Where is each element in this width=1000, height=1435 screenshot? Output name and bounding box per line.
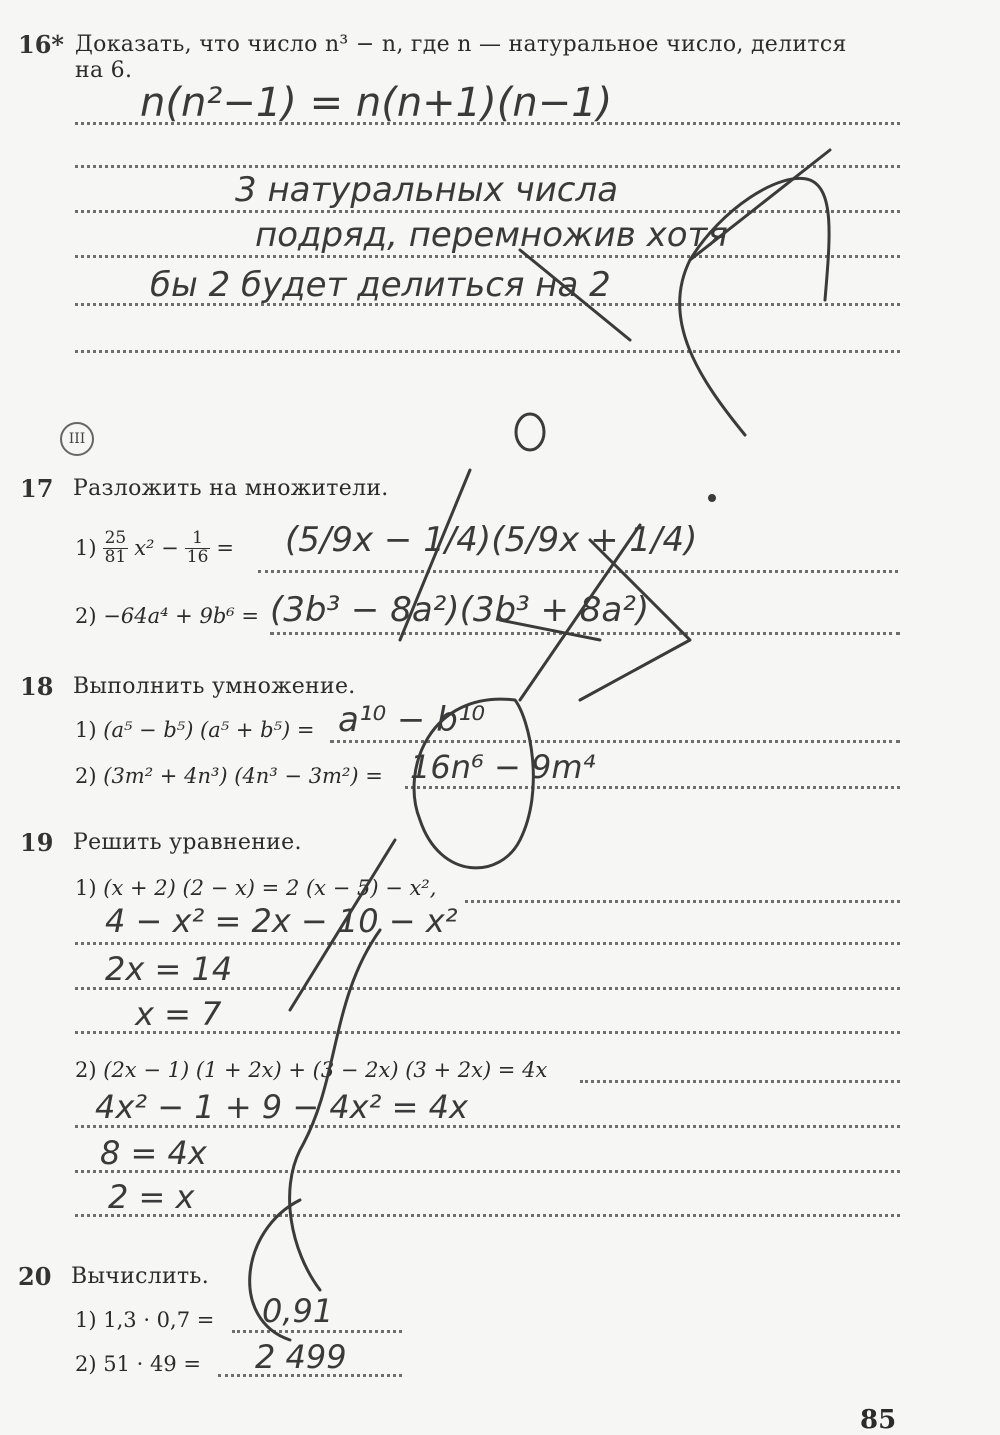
expression-middle: x² − — [134, 536, 179, 561]
task-17-answer-2: (3b³ − 8a²)(3b³ + 8a²) — [270, 590, 650, 630]
task-20-number: 20 — [18, 1262, 52, 1291]
item-label: 1) — [75, 1308, 97, 1332]
pen-stroke — [290, 930, 380, 1290]
task-20-title: Вычислить. — [71, 1264, 209, 1289]
task-19-item-1-step-3: x = 7 — [135, 995, 222, 1033]
pen-stroke — [400, 470, 470, 640]
task-18-answer-2: 16n⁶ − 9m⁴ — [410, 748, 596, 786]
task-18-title: Выполнить умножение. — [73, 674, 356, 699]
fraction-numerator: 1 — [185, 530, 211, 549]
page-number: 85 — [860, 1405, 897, 1435]
task-16-handwriting-line4: бы 2 будет делиться на 2 — [150, 265, 611, 305]
task-19-title: Решить уравнение. — [73, 830, 302, 855]
expression: 1,3 · 0,7 = — [103, 1308, 215, 1332]
task-16-text-line2: на 6. — [75, 58, 133, 83]
item-label: 2) — [75, 1058, 97, 1082]
equals-sign: = — [216, 536, 234, 561]
expression: (x + 2) (2 − x) = 2 (x − 5) − x², — [103, 876, 437, 900]
pen-stroke — [500, 620, 600, 640]
item-label: 2) — [75, 1352, 97, 1376]
task-19-item-2-step-1: 4x² − 1 + 9 − 4x² = 4x — [95, 1088, 468, 1126]
expression: −64a⁴ + 9b⁶ = — [103, 604, 259, 628]
expression: (2x − 1) (1 + 2x) + (3 − 2x) (3 + 2x) = 4x — [103, 1058, 548, 1082]
task-17-title: Разложить на множители. — [73, 476, 389, 501]
task-17-number: 17 — [20, 474, 54, 503]
task-20-answer-2: 2 499 — [255, 1338, 347, 1376]
task-19-item-2-step-2: 8 = 4x — [100, 1134, 207, 1172]
task-18-answer-1: a¹⁰ − b¹⁰ — [338, 700, 486, 740]
task-19-item-2-step-3: 2 = x — [108, 1178, 195, 1216]
pen-stroke — [680, 178, 829, 435]
expression: (a⁵ − b⁵) (a⁵ + b⁵) = — [103, 718, 315, 742]
fraction-numerator: 25 — [104, 528, 127, 548]
item-label: 1) — [75, 536, 97, 561]
pen-stroke — [520, 525, 640, 700]
task-16-number: 16* — [18, 30, 64, 59]
item-label: 2) — [75, 764, 97, 788]
task-19-item-1-step-1: 4 − x² = 2x − 10 − x² — [105, 902, 458, 940]
task-16-handwriting-line3: подряд, перемножив хотя — [255, 215, 728, 255]
pen-stroke — [520, 250, 630, 340]
item-label: 1) — [75, 876, 97, 900]
pen-stroke — [690, 150, 830, 260]
task-19-number: 19 — [20, 828, 54, 857]
task-16-handwriting-line2: 3 натуральных числа — [235, 170, 619, 210]
expression: (3m² + 4n³) (4n³ − 3m²) = — [103, 764, 383, 788]
pen-stroke — [708, 494, 716, 502]
section-marker: III — [60, 422, 94, 456]
fraction-denominator: 16 — [186, 546, 209, 567]
task-17-answer-1: (5/9x − 1/4)(5/9x + 1/4) — [285, 520, 698, 560]
task-16-handwriting-line1: n(n²−1) = n(n+1)(n−1) — [140, 80, 613, 126]
expression: 51 · 49 = — [103, 1352, 201, 1376]
task-16-text-line1: Доказать, что число n³ − n, где n — натуральное число, делится — [75, 32, 847, 57]
fraction-denominator: 81 — [104, 546, 127, 567]
task-20-answer-1: 0,91 — [262, 1292, 334, 1330]
pen-stroke — [580, 540, 690, 700]
item-label: 1) — [75, 718, 97, 742]
item-label: 2) — [75, 604, 97, 628]
task-18-number: 18 — [20, 672, 54, 701]
pen-stroke — [414, 699, 533, 868]
task-19-item-1-step-2: 2x = 14 — [105, 950, 233, 988]
pen-stroke — [516, 414, 544, 450]
pen-stroke — [290, 840, 395, 1010]
